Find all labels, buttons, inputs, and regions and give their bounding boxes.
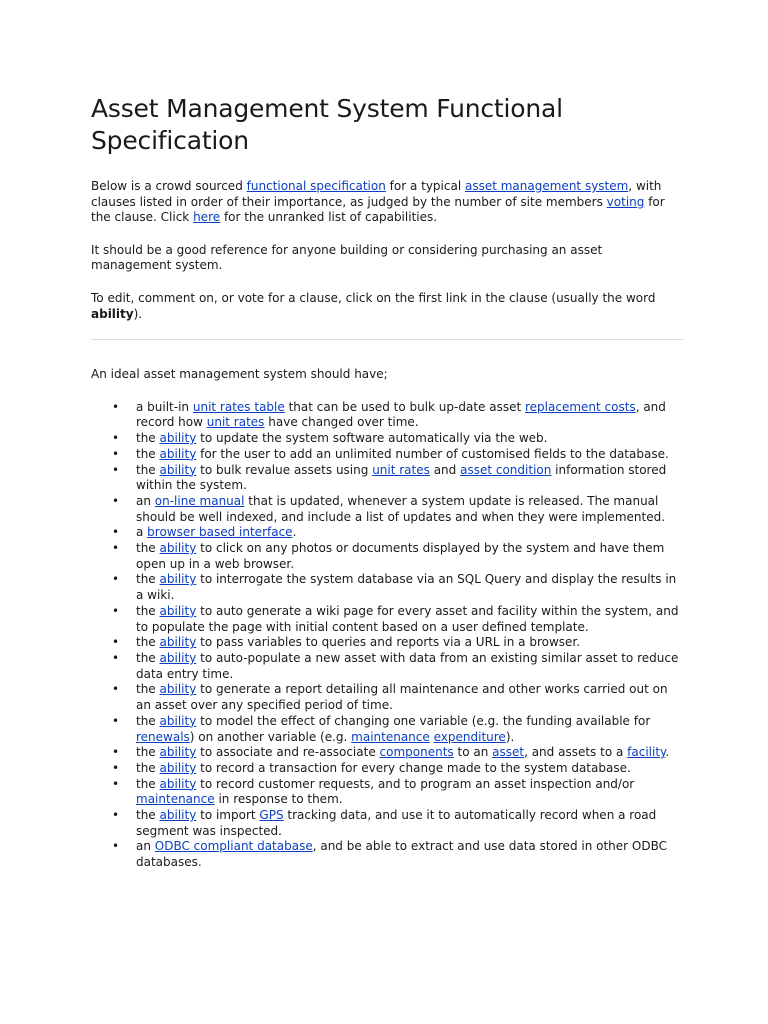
description-paragraph <box>91 179 681 226</box>
item-text: to interrogate the system database via an SQL Query and display the results in a wiki. <box>136 572 677 603</box>
ability-link[interactable]: ability <box>159 745 197 760</box>
ability-link[interactable]: ability <box>159 760 197 775</box>
item-text: that can be used to bulk up-date asset <box>284 399 525 414</box>
ability-link[interactable]: ability <box>159 572 197 587</box>
list-item <box>136 447 681 463</box>
ability-link[interactable]: ability <box>159 776 197 791</box>
item-text: ) on another variable (e.g. <box>189 729 352 744</box>
list-item <box>136 714 681 745</box>
list-item <box>136 635 681 651</box>
ability-link[interactable]: ability <box>159 635 197 650</box>
item-text: . <box>292 525 297 540</box>
item-text: information stored within the system. <box>136 462 667 493</box>
item-text: and <box>429 462 461 477</box>
item-text: a <box>136 525 148 540</box>
document-page <box>91 93 681 871</box>
item-text: the <box>136 635 160 650</box>
item-text: to update the system software automatically via the web. <box>196 431 548 446</box>
item-text: tracking data, and use it to automatically record when a road segment was inspected. <box>136 808 657 838</box>
item-text: in response to them. <box>214 792 343 807</box>
item-text: the <box>136 603 160 618</box>
paragraph-text: ). <box>133 306 143 321</box>
unit-rates-link[interactable]: unit rates <box>206 415 265 430</box>
item-text: the <box>136 682 160 697</box>
reference-paragraph: It should be a good reference for anyone building or considering purchasing an asset management system. <box>91 242 603 273</box>
item-text: a built-in <box>136 399 193 414</box>
ability-link[interactable]: ability <box>159 431 197 446</box>
list-item <box>136 604 681 635</box>
asset-condition-link[interactable]: asset condition <box>460 462 552 477</box>
expenditure-link[interactable]: expenditure <box>433 729 506 744</box>
item-text: the <box>136 651 160 665</box>
ability-link[interactable]: ability <box>159 808 197 823</box>
ability-link[interactable]: ability <box>159 541 197 556</box>
list-item <box>136 541 681 572</box>
item-text: have changed over time. <box>264 415 419 430</box>
item-text: to record a transaction for every change made to the system database. <box>196 760 631 775</box>
ability-bold-text: ability <box>91 306 134 321</box>
list-item <box>136 761 681 777</box>
ability-link[interactable]: ability <box>159 713 197 728</box>
paragraph-text: for the clause. Click <box>91 194 665 225</box>
item-text: the <box>136 462 160 477</box>
edit-instructions-paragraph <box>91 291 681 322</box>
renewals-link[interactable]: renewals <box>136 729 190 744</box>
online-manual-link[interactable]: on-line manual <box>154 493 245 508</box>
paragraph-text: To edit, comment on, or vote for a clause, click on the first link in the clause (usually the word <box>91 290 656 305</box>
list-item <box>136 525 681 541</box>
components-link[interactable]: components <box>379 745 454 760</box>
item-text: to generate a report detailing all maintenance and other works carried out on an asset over any specified period of time. <box>136 682 668 713</box>
item-text: , and record how <box>136 399 666 430</box>
facility-link[interactable]: facility <box>627 745 666 760</box>
item-text: that is updated, whenever a system update is released. The manual should be well indexed, and include a list of updates and when they were implemented. <box>136 493 666 524</box>
functional-specification-link[interactable]: functional specification <box>246 179 386 193</box>
list-item <box>136 839 681 870</box>
list-item <box>136 808 681 839</box>
list-intro-text: An ideal asset management system should have; <box>91 367 388 382</box>
replacement-costs-link[interactable]: replacement costs <box>525 399 636 414</box>
list-item <box>136 682 681 713</box>
item-text: to click on any photos or documents displayed by the system and have them open up in a web browser. <box>136 541 665 571</box>
ability-link[interactable]: ability <box>159 603 197 618</box>
item-text: to auto-populate a new asset with data from an existing similar asset to reduce data entry time. <box>136 651 679 681</box>
item-text: to auto generate a wiki page for every asset and facility within the system, and to populate the page with initial content based on a user defined template. <box>136 603 679 634</box>
item-text: an <box>136 493 155 508</box>
maintenance-link[interactable]: maintenance <box>351 729 430 744</box>
paragraph-text: , with clauses listed in order of their importance, as judged by the number of site members <box>91 179 662 209</box>
capability-list <box>91 400 681 871</box>
item-text: the <box>136 808 160 823</box>
item-text: the <box>136 776 160 791</box>
odbc-compliant-database-link[interactable]: ODBC compliant database <box>154 839 313 854</box>
list-item <box>136 431 681 447</box>
item-text: . <box>665 745 670 760</box>
item-text: to record customer requests, and to program an asset inspection and/or <box>196 776 635 791</box>
page-title: Asset Management System Functional Specification <box>91 94 563 155</box>
asset-management-system-link[interactable]: asset management system <box>464 179 629 193</box>
browser-based-interface-link[interactable]: browser based interface <box>147 525 293 540</box>
item-text: an <box>136 839 155 854</box>
list-item <box>136 400 681 431</box>
item-text: ). <box>505 729 515 744</box>
paragraph-text: Below is a crowd sourced <box>91 179 247 193</box>
item-text: the <box>136 760 160 775</box>
ability-link[interactable]: ability <box>159 462 197 477</box>
voting-link[interactable]: voting <box>606 194 645 209</box>
horizontal-divider <box>91 339 684 340</box>
item-text: , and assets to a <box>524 745 628 760</box>
list-item <box>136 651 681 682</box>
item-text: the <box>136 572 160 587</box>
gps-link[interactable]: GPS <box>259 808 284 823</box>
item-text: to associate and re-associate <box>196 745 380 760</box>
item-text: the <box>136 431 160 446</box>
paragraph-text: for a typical <box>385 179 465 193</box>
here-link[interactable]: here <box>193 210 221 225</box>
item-text: the <box>136 713 160 728</box>
unit-rates-link[interactable]: unit rates <box>372 462 430 477</box>
unit-rates-table-link[interactable]: unit rates table <box>192 399 285 414</box>
list-item <box>136 745 681 761</box>
ability-link[interactable]: ability <box>159 446 197 461</box>
list-item <box>136 572 681 603</box>
asset-link[interactable]: asset <box>492 745 525 760</box>
item-text: to model the effect of changing one variable (e.g. the funding available for <box>196 713 651 728</box>
item-text: the <box>136 446 160 461</box>
list-item <box>136 494 681 525</box>
item-text: , and be able to extract and use data stored in other ODBC databases. <box>136 839 667 870</box>
item-text: to bulk revalue assets using <box>196 462 373 477</box>
list-item <box>136 463 681 494</box>
item-text: the <box>136 541 160 556</box>
paragraph-text: for the unranked list of capabilities. <box>220 210 438 225</box>
item-text: for the user to add an unlimited number of customised fields to the database. <box>196 446 669 461</box>
item-text: to pass variables to queries and reports via a URL in a browser. <box>196 635 581 650</box>
item-text: the <box>136 745 160 760</box>
maintenance-link[interactable]: maintenance <box>136 792 215 807</box>
ability-link[interactable]: ability <box>159 651 197 665</box>
ability-link[interactable]: ability <box>159 682 197 697</box>
item-text: to an <box>453 745 493 760</box>
list-item <box>136 777 681 808</box>
item-text: to import <box>196 808 260 823</box>
